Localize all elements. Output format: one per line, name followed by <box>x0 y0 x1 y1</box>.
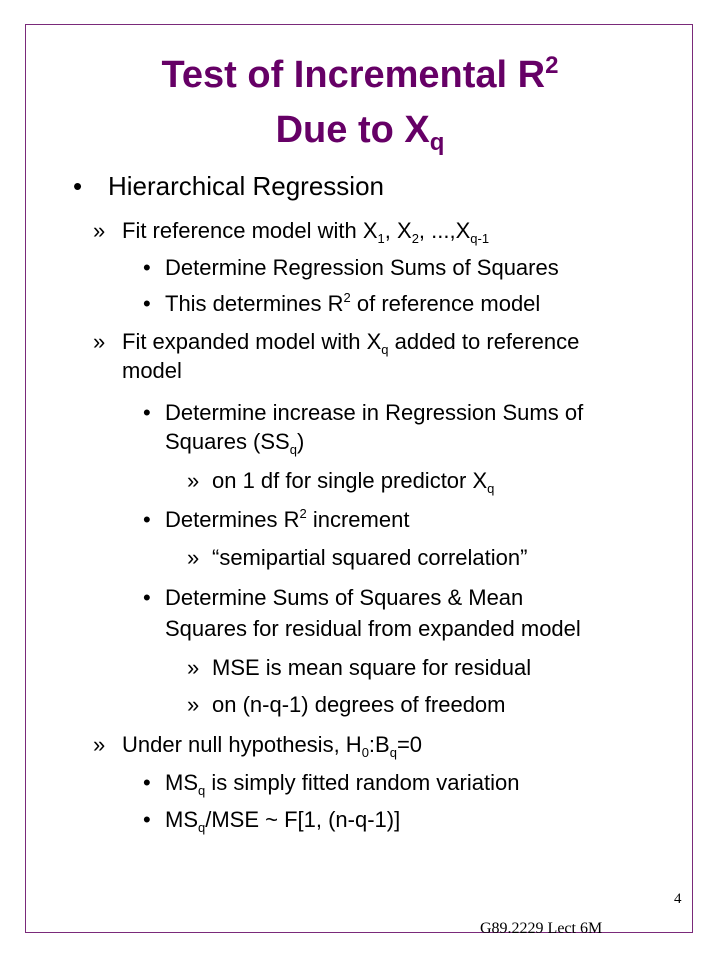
item-fit-expanded-model: Fit expanded model with $X_q$ added to reference <box>122 329 580 357</box>
title-subscript: q <box>429 129 445 156</box>
item-semipartial: “semipartial squared correlation” <box>212 545 528 570</box>
bullet-chevron: » <box>93 218 106 243</box>
bullet-dot: • <box>143 400 151 425</box>
item-determine-ss-ms: Determine Sums of Squares & Mean <box>165 585 524 610</box>
bullet-dot: • <box>143 255 151 280</box>
item-fit-reference-model: Fit reference model with $X_1$, $X_2$, $...,X_{q-1}$ <box>122 218 490 246</box>
title-superscript: 2 <box>545 52 559 79</box>
item-determine-increase-cont: Squares $(SS_q)$ <box>165 429 305 457</box>
bullet-dot: • <box>143 585 151 610</box>
item-determines-r2-increment: Determines $R^2$ increment <box>165 506 410 532</box>
item-msq-f-ratio: $MS_q$/MSE ~ F[1, (n-q-1)] <box>165 807 401 835</box>
item-determine-increase: Determine increase in Regression Sums of <box>165 400 584 425</box>
slide-title-line-1: Test of Incremental $R^2$ <box>161 52 559 96</box>
item-msq-random-variation: $MS_q$ is simply fitted random variation <box>165 770 520 798</box>
item-mse: MSE is mean square for residual <box>212 655 532 680</box>
bullet-chevron: » <box>187 468 200 493</box>
item-degrees-of-freedom: on (n-q-1) degrees of freedom <box>212 692 506 717</box>
heading-hierarchical-regression: Hierarchical Regression <box>108 171 384 201</box>
bullet-dot: • <box>143 507 151 532</box>
page-number: 4 <box>674 891 682 907</box>
item-under-null: Under null hypothesis, $H_0:B_q=0$ <box>122 732 423 760</box>
item-determine-ss-ms-cont: Squares for residual from expanded model <box>165 616 581 641</box>
bullet-chevron: » <box>187 655 200 680</box>
item-determine-regression-ss: Determine Regression Sums of Squares <box>165 255 559 280</box>
bullet-chevron: » <box>187 692 200 717</box>
item-determines-r2-reference: This determines $R^2$ of reference model <box>165 290 541 316</box>
bullet-chevron: » <box>93 329 106 354</box>
bullet-dot: • <box>143 770 151 795</box>
item-on-1-df: on 1 df for single predictor $X_q$ <box>212 468 495 496</box>
bullet-dot: • <box>73 171 83 201</box>
slide-title-line-2: Due to $X_q$ <box>275 109 445 156</box>
bullet-chevron: » <box>187 545 200 570</box>
bullet-chevron: » <box>93 732 106 757</box>
bullet-dot: • <box>143 291 151 316</box>
bullet-dot: • <box>143 807 151 832</box>
footer-course-label: G89.2229 Lect 6M <box>480 920 603 937</box>
item-fit-expanded-model-cont: model <box>122 358 182 383</box>
